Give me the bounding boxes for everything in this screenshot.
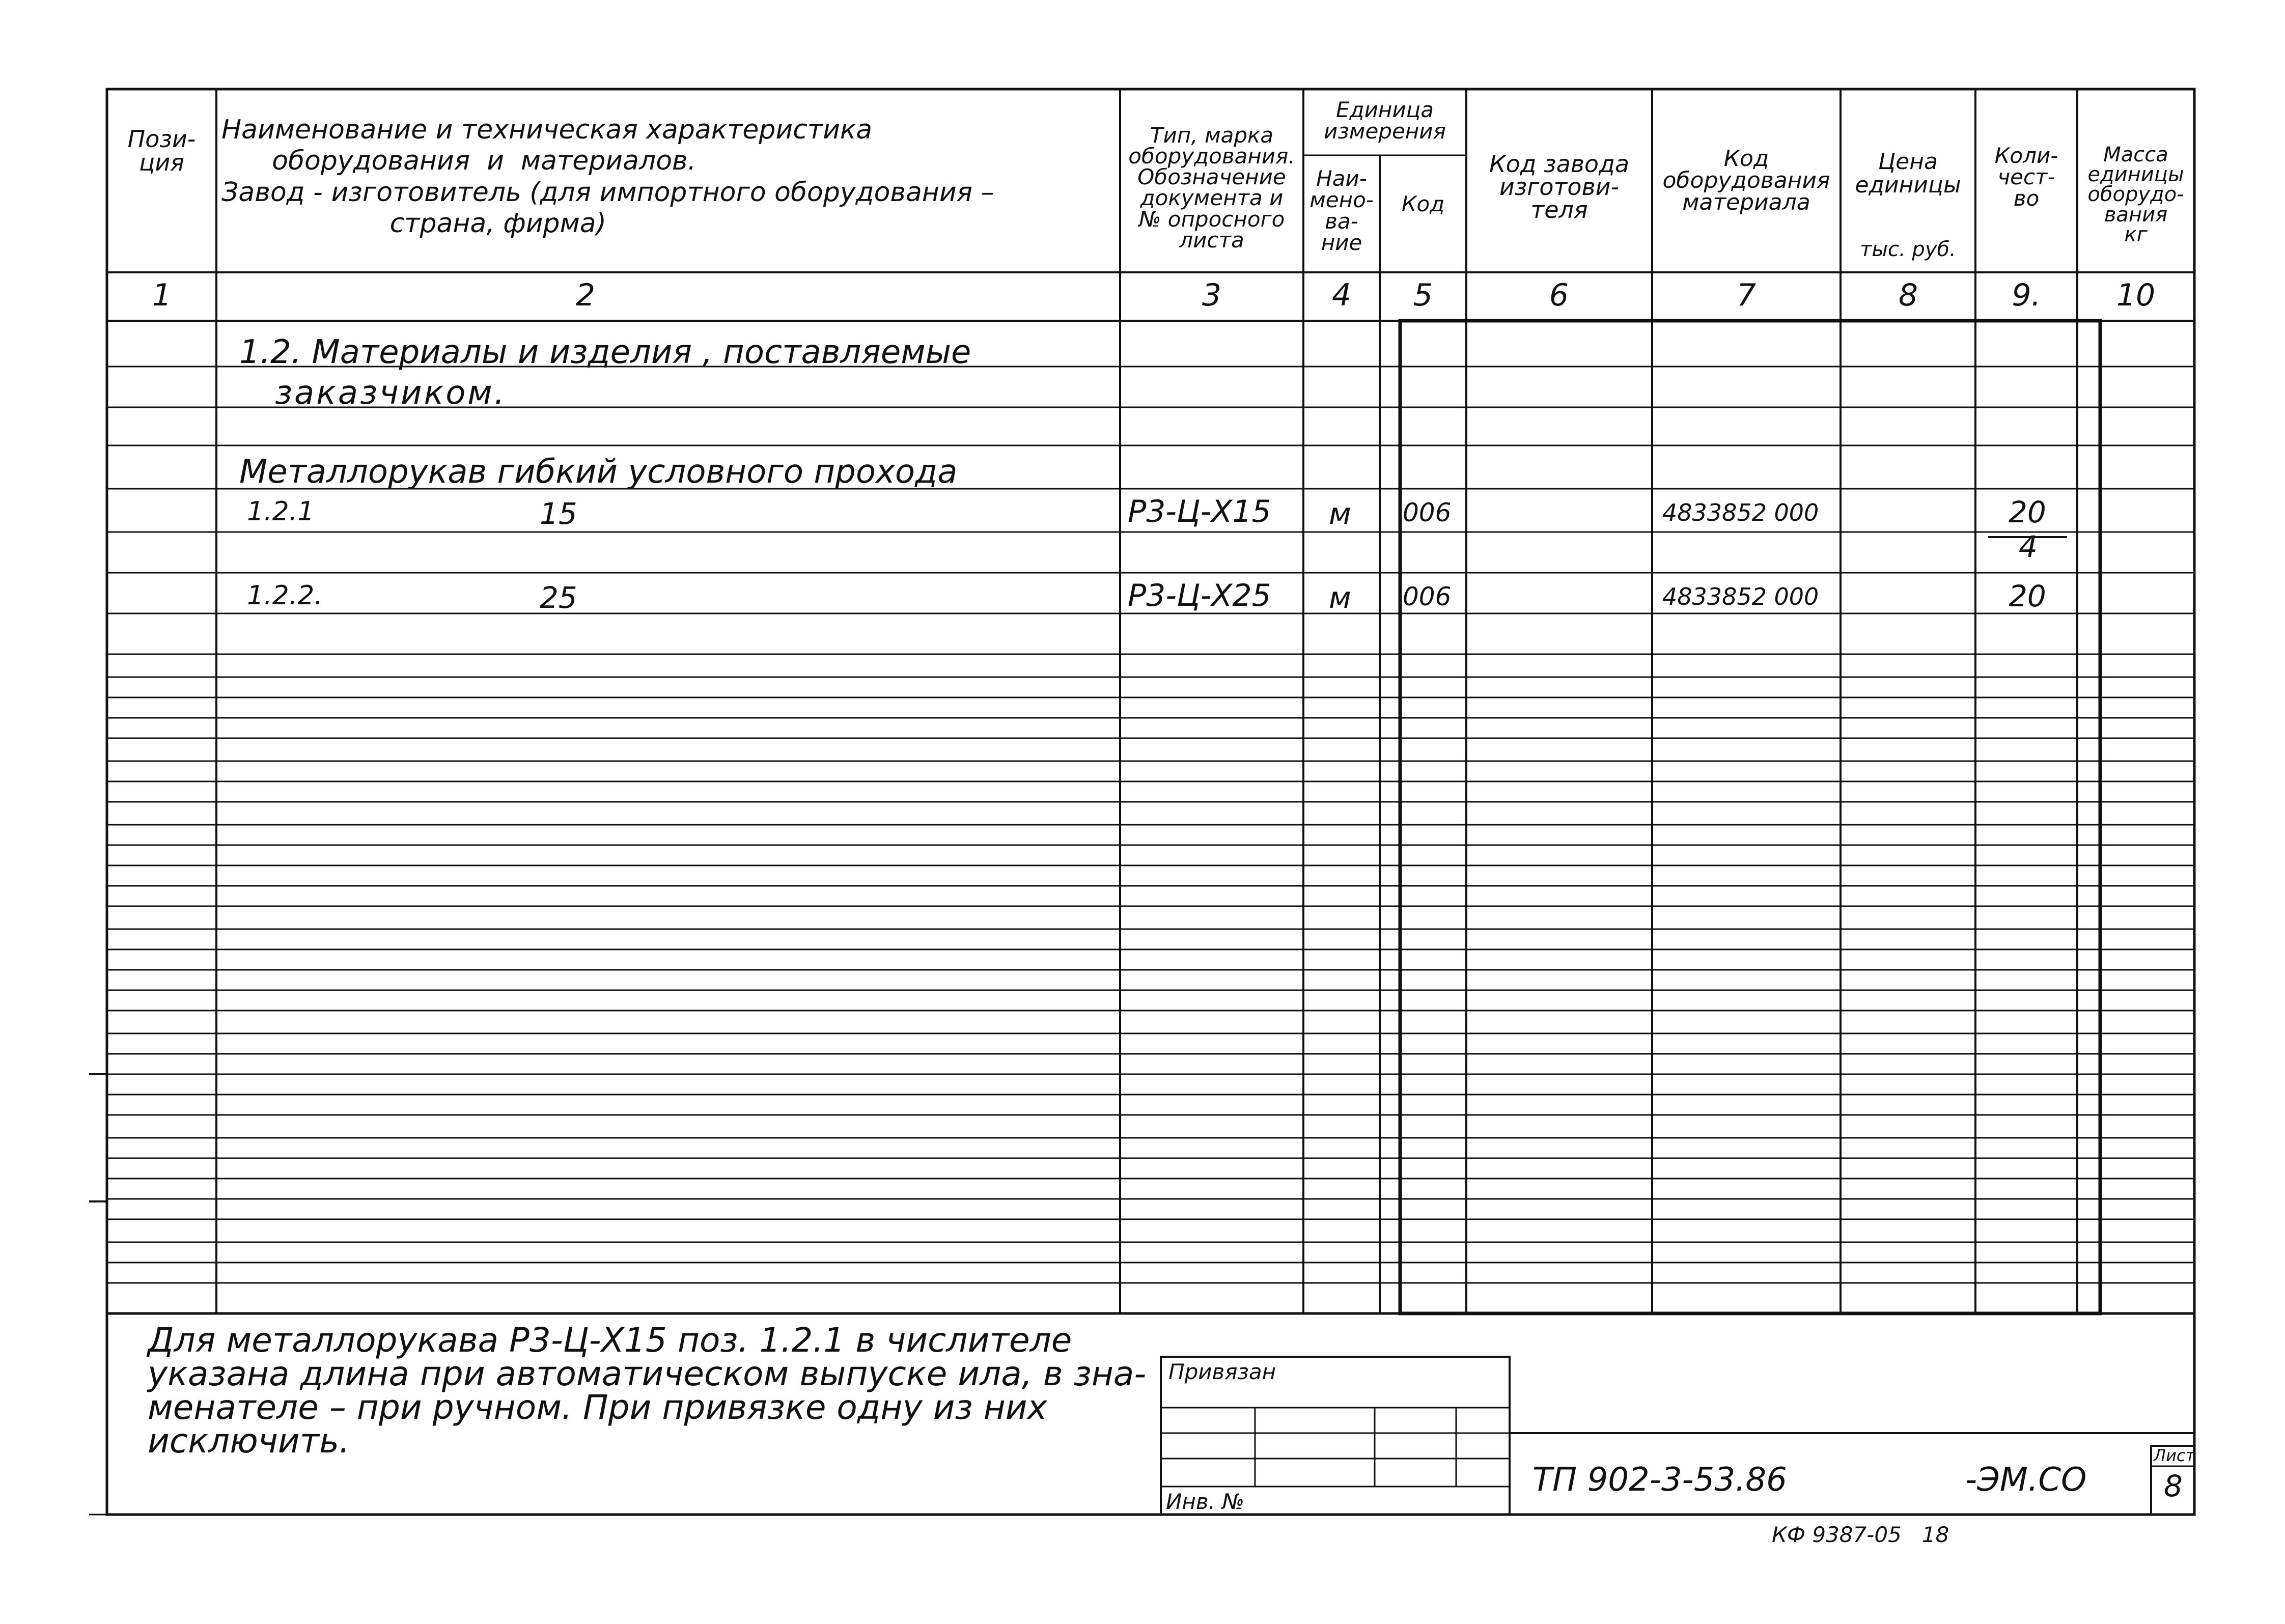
section-title-line1: 1.2. Материалы и изделия , поставляемые (239, 333, 971, 371)
header-unit-group: Единица измерения (1324, 97, 1446, 144)
sheet-number: 8 (2164, 1469, 2183, 1503)
header-material-code: Код оборудования материала (1662, 146, 1830, 216)
column-number: 7 (1736, 277, 1757, 313)
sheet-label: Лист (2154, 1446, 2195, 1465)
document-code: ТП 902-3-53.86 (1532, 1461, 1787, 1499)
row-1-material-code: 4833852 000 (1662, 499, 1819, 526)
column-number: 8 (1898, 277, 1918, 313)
header-quantity: Коли- чест- во (1994, 143, 2058, 211)
stamp-privyazan: Привязан (1168, 1359, 1276, 1384)
column-number: 3 (1202, 277, 1222, 313)
column-number: 1 (152, 277, 172, 313)
item-group-title: Металлорукав гибкий условного прохода (239, 453, 958, 491)
column-number: 6 (1549, 277, 1569, 313)
row-2-unit-code: 006 (1403, 582, 1452, 611)
column-number: 4 (1331, 277, 1352, 313)
header-unit-code: Код (1401, 191, 1445, 216)
header-unit-name: Наи- мено- ва- ние (1309, 166, 1374, 255)
column-number: 5 (1413, 277, 1433, 313)
row-1-size: 15 (540, 496, 577, 531)
row-2-unit: м (1329, 580, 1351, 615)
row-1-position: 1.2.1 (247, 496, 315, 527)
row-2-size: 25 (540, 580, 577, 615)
column-number: 9. (2012, 277, 2041, 313)
row-1-type: Р3-Ц-Х15 (1128, 494, 1271, 529)
row-2-position: 1.2.2. (247, 580, 323, 611)
section-title-line2: заказчиком. (275, 374, 507, 412)
footer-code: КФ 9387-05 18 (1772, 1522, 1949, 1547)
row-1-unit: м (1329, 496, 1351, 531)
header-name: Наименование и техническая характеристика оборудования и материалов. Завод - изготовитель (для импортного оборудования – страна, фирма) (221, 115, 994, 239)
header-position: Пози- ция (127, 125, 196, 176)
row-1-quantity: 20 (2009, 495, 2046, 529)
header-type: Тип, марка оборудования. Обозначение документа и № опросного листа (1128, 123, 1295, 253)
header-price: Цена единицы (1855, 149, 1961, 199)
row-1-unit-code: 006 (1403, 498, 1452, 527)
header-factory-code: Код завода изготови- теля (1489, 150, 1630, 224)
document-suffix: -ЭМ.СО (1965, 1461, 2087, 1499)
note-text: Для металлорукава Р3-Ц-Х15 поз. 1.2.1 в числителе указана длина при автоматическом выпуске ила, в зна- менателе – при ручном. При привязке одну из них исключить. (148, 1321, 1147, 1461)
row-1-quantity-denominator: 4 (2019, 529, 2038, 564)
row-2-material-code: 4833852 000 (1662, 583, 1819, 610)
stamp-inv-no: Инв. № (1166, 1489, 1245, 1514)
column-number: 2 (575, 277, 596, 313)
header-price-unit: тыс. руб. (1860, 238, 1956, 261)
column-number: 10 (2116, 277, 2156, 313)
header-mass: Масса единицы оборудо- вания кг (2087, 143, 2184, 246)
row-2-type: Р3-Ц-Х25 (1128, 578, 1271, 613)
row-2-quantity: 20 (2009, 579, 2046, 613)
